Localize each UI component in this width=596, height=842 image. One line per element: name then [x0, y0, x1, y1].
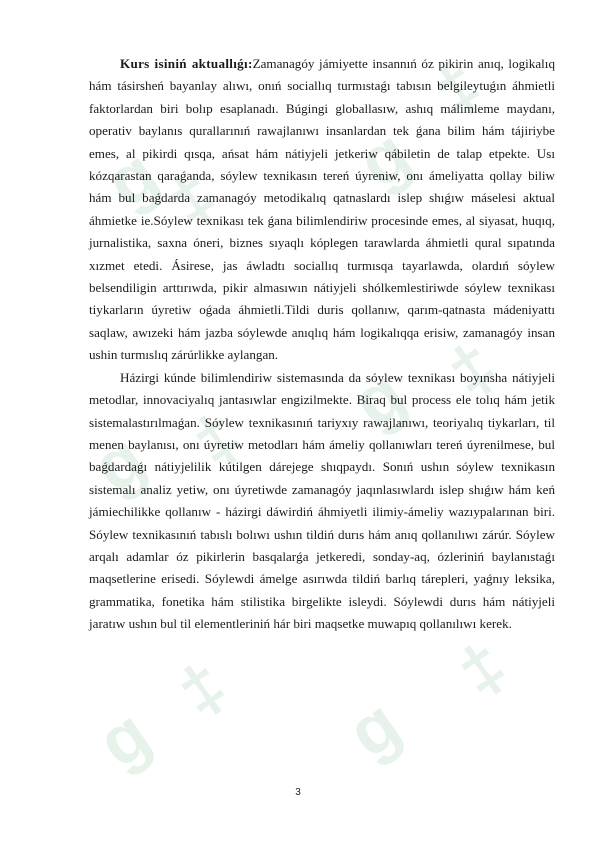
document-body: [89, 53, 555, 636]
svg-text:g: g: [343, 113, 424, 203]
svg-text:‡: ‡: [433, 326, 511, 413]
svg-text:g: g: [333, 683, 414, 773]
svg-text:g: g: [78, 418, 159, 508]
svg-text:‡: ‡: [178, 396, 256, 483]
paragraph-2: [89, 367, 555, 636]
paragraph-1-text: Zamanagóy jámiyette insannıń óz pikirin anıq, logikalıq hám tásirsheń bayanlay alıwı, onıń sociallıq turmıstaǵı tabısın belgileytuǵın áhmietli faktorlardan biri bolıp esaplanadı. Búgingi globallasıw, ashıq málimleme maydanı, operativ baylanıs qurallarınıń rawajlanıwı insanlardan tek ǵana bilim hám tájiriybe emes, al pikirdi qısqa, ańsat hám nátiyjeli jetkeriw qábiletin de talap etpekte. Usı kózqarastan qaraǵanda, sóylew texnikasın tereń úyreniw, onı ámeliyatta qollay biliw hám bul baǵdarda zamanagóy metodikalıq qatnaslardı islep shıǵıw máselesi aktual áhmietke ie.Sóylew texnikası tek ǵana bilimlendiriw procesinde emes, al siyasat, huqıq, jurnalistika, saxna óneri, biznes sıyaqlı kóplegen tarawlarda áhmietli qural sıpatında xızmet etedi. Ásirese, jas áwladtı sociallıq turmısqa tayarlawda, olardıń sóylew belsendiligin arttırıwda, pikir almasıwın nátiyjeli shólkemlestiriwde sóylew texnikası tiykarların úyretiw oǵada áhmietli.Tildi duris qollanıw, qarım-qatnasta mádeniyattı saqlaw, awızeki hám jazba sóylewde anıqlıq hám logikalıqqa erisiw, zamanagóy insan ushin turmıslıq zárúrlikke aylangan.: [89, 56, 555, 363]
svg-text:‡: ‡: [153, 156, 231, 243]
paragraph-2-text: Házirgi kúnde bilimlendiriw sistemasında da sóylew texnikası boyınsha nátiyjeli metodlar, innovaciyalıq jantasıwlar engizilmekte. Biraq bul process ele tolıq hám jetik sistemalastırılmaǵan. Sóylew texnikasınıń tariyxıy rawajlanıwı, teoriyalıq tiykarları, til menen baylanısı, onı úyretiw metodları hám ámeliy qollanıwları tereń úyrenilmese, bul baǵdardaǵı nátiyjelilik kútilgen dárejege shıqpaydı. Sonıń ushın sóylew texnikasın sistemalı analiz yetiw, onı úyretiwde zamanagóy jaqınlasıwlardı islep shıǵıw hám keń jámiechilikke qollanıw - házirgi dáwirdiń áhmiyetli ilimiy-ámeliy wazıypalarınan biri. Sóylew texnikasınıń tabıslı bolıwı ushın tildiń durıs hám anıq qollanılıwı zárúr. Sóylew arqalı adamlar óz pikirlerin basqalarǵa jetkeredi, sonday-aq, ózleriniń baylanıstaǵı maqsetlerine erisedi. Sóylewdi ámelge asırıwda tildiń barlıq tárepleri, yaǵnıy leksika, grammatika, fonetika hám stilistika birgelikte isleydi. Sóylewdi durıs hám nátiyjeli jaratıw ushın bul til elementleriniń hár biri maqsetke muwapıq qollanılıwı kerek.: [89, 369, 555, 632]
svg-text:g: g: [83, 693, 164, 783]
svg-text:g: g: [91, 133, 172, 223]
page-number: 3: [295, 787, 301, 798]
section-heading: Kurs isiniń aktuallıǵı:: [120, 56, 253, 71]
paragraph-1: [89, 53, 555, 367]
svg-text:‡: ‡: [163, 646, 241, 733]
svg-text:g: g: [338, 353, 419, 443]
svg-text:‡: ‡: [418, 46, 496, 133]
svg-text:‡: ‡: [443, 626, 521, 713]
